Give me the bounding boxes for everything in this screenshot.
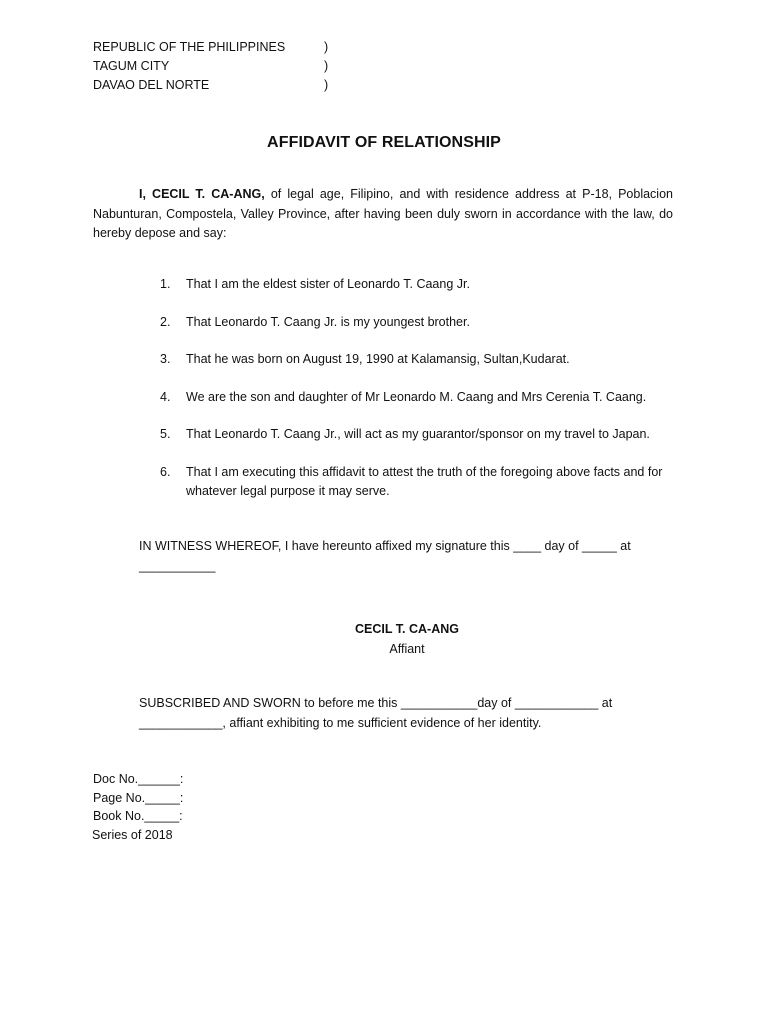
affiant-intro-name: I, CECIL T. CA-ANG, xyxy=(139,187,265,201)
list-item-text: That I am executing this affidavit to attest the truth of the foregoing above facts and for whatever legal purpose it may serve. xyxy=(186,464,663,498)
intro-text: of legal age, Filipino, and with residence address at P-18, Poblacion Nabunturan, Compostela, Valley Province, after having been duly sworn in accordance with the law, do hereby depose and say: xyxy=(93,187,673,240)
venue-caption xyxy=(93,38,353,95)
list-item-text: That Leonardo T. Caang Jr. is my youngest brother. xyxy=(186,314,470,329)
list-item-number: 5. xyxy=(160,427,171,441)
list-item-number: 6. xyxy=(160,464,171,479)
jurat-line: ____________, affiant exhibiting to me sufficient evidence of her identity. xyxy=(139,715,542,730)
list-item xyxy=(160,275,680,295)
list-item-number: 2. xyxy=(160,314,171,329)
list-item-text: We are the son and daughter of Mr Leonardo M. Caang and Mrs Cerenia T. Caang. xyxy=(186,389,647,404)
jurat-clause xyxy=(139,694,679,733)
witness-place-blank: ___________ xyxy=(139,558,216,573)
caption-row-city xyxy=(93,57,353,76)
doc-number: Doc No.______: xyxy=(93,772,184,786)
list-item-number: 4. xyxy=(160,389,171,404)
list-item xyxy=(160,350,680,370)
list-item xyxy=(160,388,680,408)
affiant-name: CECIL T. CA-ANG xyxy=(355,622,459,636)
notarial-register xyxy=(93,770,183,844)
list-item xyxy=(160,313,680,333)
jurat-line: SUBSCRIBED AND SWORN to before me this ___________day of ____________ at xyxy=(139,696,613,710)
book-number: Book No._____: xyxy=(93,809,183,823)
list-item-number: 3. xyxy=(160,352,171,366)
caption-row-country xyxy=(93,38,353,57)
page-number: Page No._____: xyxy=(93,790,184,805)
witness-line: IN WITNESS WHEREOF, I have hereunto affixed my signature this ____ day of _____ at xyxy=(139,539,631,553)
caption-paren: ) xyxy=(324,40,329,54)
list-item-text: That I am the eldest sister of Leonardo T. Caang Jr. xyxy=(186,277,470,291)
series-year: Series of 2018 xyxy=(92,827,173,842)
affiant-signature-block xyxy=(0,620,768,659)
list-item-text: That Leonardo T. Caang Jr., will act as my guarantor/sponsor on my travel to Japan. xyxy=(186,427,650,441)
list-item xyxy=(160,425,680,445)
caption-paren: ) xyxy=(324,78,329,92)
caption-label: DAVAO DEL NORTE xyxy=(93,78,210,92)
statements-list xyxy=(160,275,680,520)
list-item-text: That he was born on August 19, 1990 at Kalamansig, Sultan,Kudarat. xyxy=(186,352,570,366)
document-title: AFFIDAVIT OF RELATIONSHIP xyxy=(267,134,501,151)
list-item-number: 1. xyxy=(160,277,171,291)
caption-label: REPUBLIC OF THE PHILIPPINES xyxy=(93,40,286,54)
witness-clause xyxy=(139,537,679,576)
caption-paren: ) xyxy=(324,59,329,73)
list-item xyxy=(160,463,680,502)
affiant-role: Affiant xyxy=(389,641,425,656)
caption-label: TAGUM CITY xyxy=(93,59,170,73)
caption-row-province xyxy=(93,76,353,95)
intro-paragraph xyxy=(93,185,673,244)
